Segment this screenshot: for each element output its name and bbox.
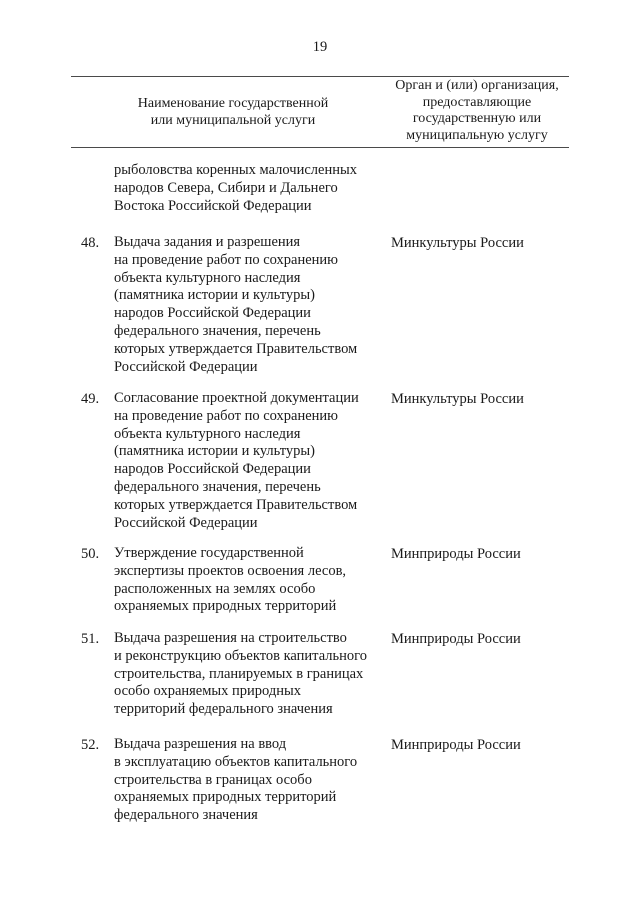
- column-header-service-name: [88, 95, 378, 129]
- row-number: 50.: [81, 546, 100, 562]
- service-name-line: охраняемых природных территорий: [114, 598, 337, 615]
- service-name-line: рыболовства коренных малочисленных: [114, 162, 357, 178]
- service-name: [114, 736, 384, 825]
- service-name-line: Выдача разрешения на строительство: [114, 630, 347, 646]
- organization: Минприроды России: [391, 546, 521, 562]
- page-number: 19: [312, 39, 328, 55]
- organization: Минприроды России: [391, 737, 521, 753]
- header-line: Орган и (или) организация,: [395, 78, 559, 93]
- service-name-line: строительства в границах особо: [114, 771, 312, 788]
- service-name-line: Согласование проектной документации: [114, 390, 359, 406]
- table-header-top-rule: [71, 76, 569, 77]
- organization: Минкультуры России: [391, 235, 524, 251]
- header-line: или муниципальной услуги: [150, 113, 316, 128]
- service-name-line: строительства, планируемых в границах: [114, 665, 364, 682]
- service-name-line: (памятника истории и культуры): [114, 443, 315, 460]
- service-name-line: экспертизы проектов освоения лесов,: [114, 562, 347, 579]
- service-name-line: Выдача задания и разрешения: [114, 234, 301, 250]
- service-name-line: Выдача разрешения на ввод: [114, 736, 287, 752]
- header-line: муниципальную услугу: [406, 127, 548, 143]
- header-line: государственную или: [412, 111, 542, 126]
- organization: Минприроды России: [391, 631, 521, 647]
- service-name-line: Утверждение государственной: [114, 545, 304, 561]
- service-name: [114, 234, 384, 376]
- service-name-line: Востока Российской Федерации: [114, 197, 312, 214]
- table-header-bottom-rule: [71, 147, 569, 148]
- service-name-line: в эксплуатацию объектов капитального: [114, 753, 358, 770]
- service-name-line: охраняемых природных территорий: [114, 789, 337, 806]
- service-name-line: Российской Федерации: [114, 514, 258, 531]
- service-name: [114, 545, 384, 616]
- service-name-line: федерального значения, перечень: [114, 322, 321, 339]
- row-number: 48.: [81, 235, 100, 251]
- service-name-line: территорий федерального значения: [114, 701, 333, 718]
- service-name: [114, 630, 384, 719]
- header-line: предоставляющие: [422, 94, 532, 110]
- service-name-line: на проведение работ по сохранению: [114, 251, 339, 268]
- service-name-line: федерального значения, перечень: [114, 478, 321, 495]
- service-name-line: которых утверждается Правительством: [114, 496, 358, 513]
- service-name-line: особо охраняемых природных: [114, 683, 302, 700]
- service-name-line: расположенных на землях особо: [114, 580, 316, 597]
- service-name-line: народов Российской Федерации: [114, 305, 311, 322]
- service-name-line: Российской Федерации: [114, 358, 258, 375]
- row-number: 49.: [81, 391, 100, 407]
- service-name-line: и реконструкцию объектов капитального: [114, 647, 367, 664]
- service-name-line: (памятника истории и культуры): [114, 287, 315, 304]
- service-name-line: федерального значения: [114, 807, 258, 824]
- service-name-line: народов Севера, Сибири и Дальнего: [114, 179, 338, 196]
- service-name-line: народов Российской Федерации: [114, 461, 311, 478]
- service-name-line: на проведение работ по сохранению: [114, 407, 339, 424]
- organization: Минкультуры России: [391, 391, 524, 407]
- column-header-organization: [382, 78, 572, 144]
- service-name-line: объекта культурного наследия: [114, 269, 301, 286]
- row-number: 51.: [81, 631, 100, 647]
- service-name: [114, 162, 384, 215]
- service-name-line: объекта культурного наследия: [114, 425, 301, 442]
- header-line: Наименование государственной: [137, 96, 329, 111]
- row-number: 52.: [81, 737, 100, 753]
- service-name-line: которых утверждается Правительством: [114, 340, 358, 357]
- service-name: [114, 390, 384, 532]
